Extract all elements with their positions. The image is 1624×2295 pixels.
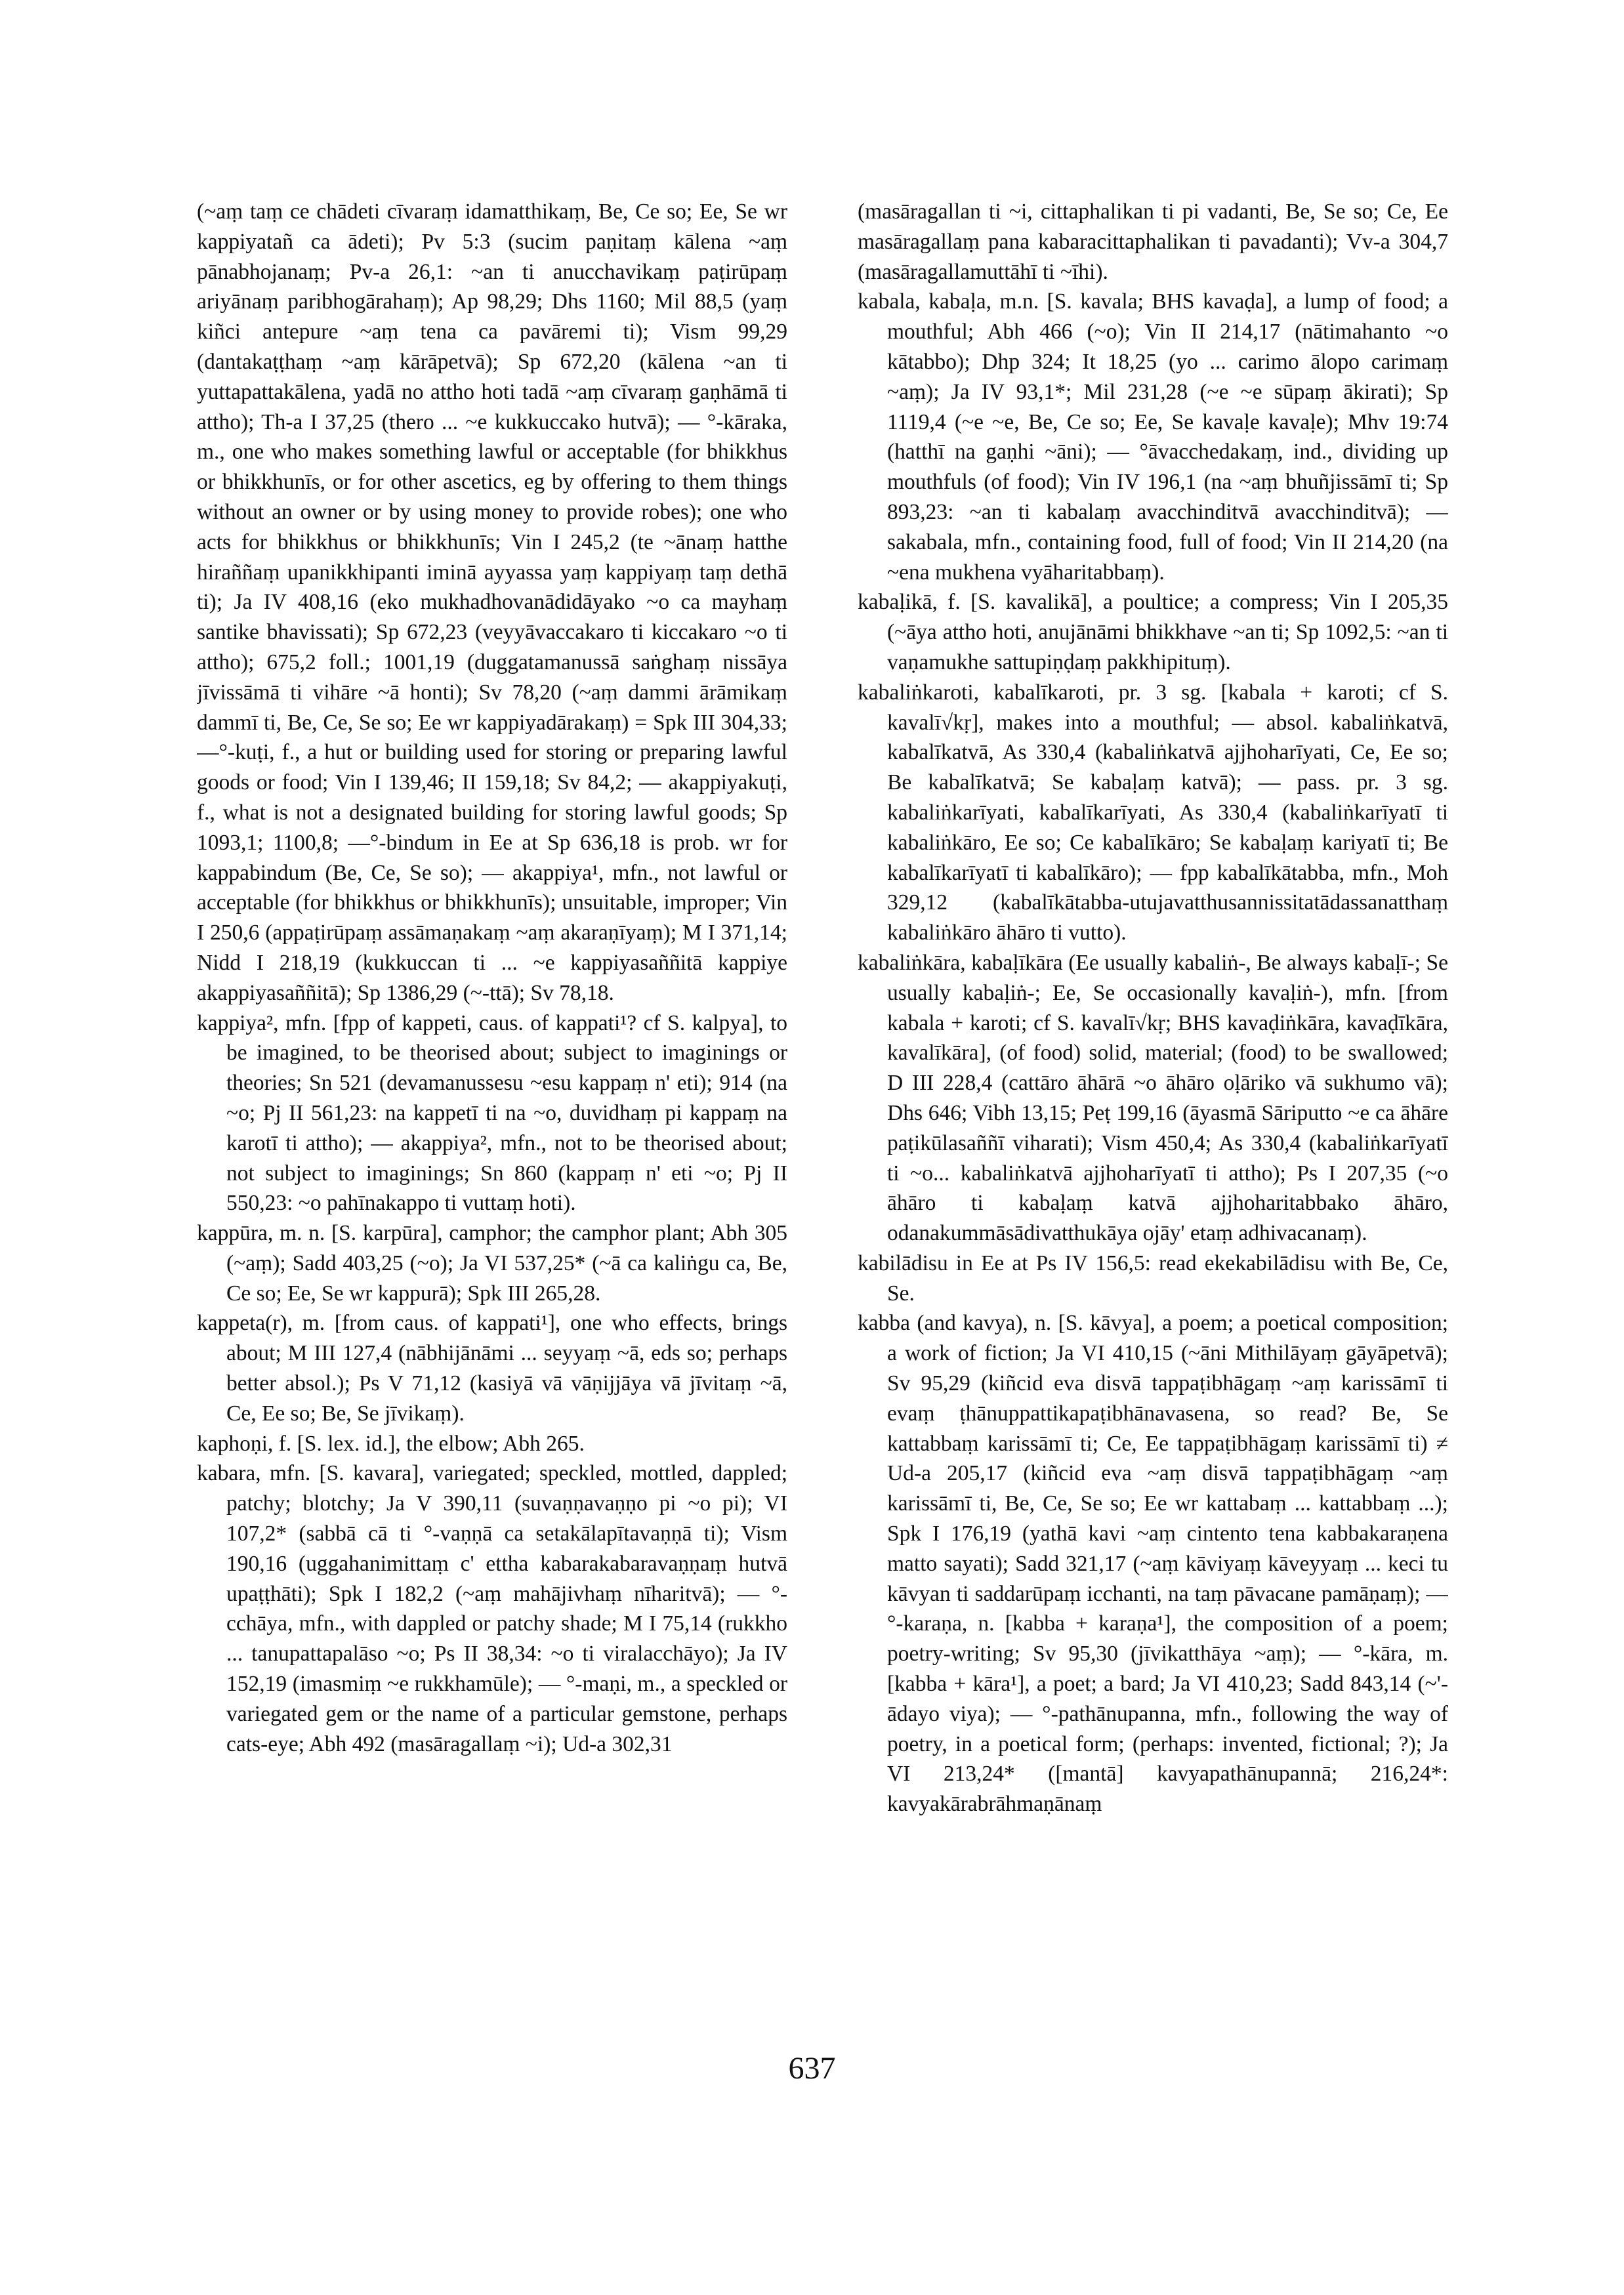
page-number: 637 (788, 2051, 836, 2086)
entry-kabalika: kabaḷikā, f. [S. kavalikā], a poultice; a compress; Vin I 205,35 (~āya attho hoti, anujānāmi bhikkhave ~an ti; Sp 1092,5: ~an ti vaṇamukhe sattupiṇḍaṃ pakkhipituṃ). (858, 590, 1448, 674)
left-column (197, 197, 787, 2008)
entry-kabba: kabba (and kavya), n. [S. kāvya], a poem; a poetical composition; a work of fiction; Ja VI 410,15 (~āni Mithilāyaṃ gāyāpetvā); Sv 95,29 (kiñcid eva disvā tappaṭibhāgaṃ ~aṃ karissāmī ti evaṃ ṭhānuppattikapaṭibhānavasena, so read? Be, Se kattabbaṃ karissāmī ti; Ce, Ee tappaṭibhāgaṃ karissāmī ti) ≠ Ud-a 205,17 (kiñcid eva ~aṃ disvā tappaṭibhāgaṃ ~aṃ karissāmī ti, Be, Ce, Se so; Ee wr kattabaṃ ... kattabbaṃ ...); Spk I 176,19 (yathā kavi ~aṃ cintento tena kabbakaraṇena matto sayati); Sadd 321,17 (~aṃ kāviyaṃ kāveyyaṃ ... keci tu kāvyan ti saddarūpaṃ icchanti, na taṃ pāvacane pamāṇaṃ); — °-karaṇa, n. [kabba + karaṇa¹], the composition of a poem; poetry-writing; Sv 95,30 (jīvikatthāya ~aṃ); — °-kāra, m. [kabba + kāra¹], a poet; a bard; Ja VI 410,23; Sadd 843,14 (~'-ādayo viya); — °-pathānupanna, mfn., following the way of poetry, in a poetical form; (perhaps: invented, fictional; ?); Ja VI 213,24* ([mantā] kavyapathānupannā; 216,24*: kavyakārabrāhmaṇānaṃ (858, 1311, 1448, 1817)
entry-kabala: kabala, kabaḷa, m.n. [S. kavala; BHS kavaḍa], a lump of food; a mouthful; Abh 466 (~o); Vin II 214,17 (nātimahanto ~o kātabbo); Dhp 324; It 18,25 (yo ... carimo ālopo carimaṃ ~aṃ); Ja IV 93,1*; Mil 231,28 (~e ~e sūpaṃ ākirati); Sp 1119,4 (~e ~e, Be, Ce so; Ee, Se kavaḷe kavaḷe); Mhv 19:74 (hatthī na gaṇhi ~āni); — °āvacchedakaṃ, ind., dividing up mouthfuls (of food); Vin IV 196,1 (na ~aṃ bhuñjissāmī ti; Sp 893,23: ~an ti kabalaṃ avacchinditvā avacchinditvā); — sakabala, mfn., containing food, full of food; Vin II 214,20 (na ~ena mukhena vyāharitabbaṃ). (858, 289, 1448, 585)
entry-kabalinkaroti: kabaliṅkaroti, kabalīkaroti, pr. 3 sg. [kabala + karoti; cf S. kavalī√kṛ], makes into a mouthful; — absol. kabaliṅkatvā, kabalīkatvā, As 330,4 (kabaliṅkatvā ajjhoharīyati, Ce, Ee so; Be kabalīkatvā; Se kabaḷaṃ katvā); — pass. pr. 3 sg. kabaliṅkarīyati, kabalīkarīyati, As 330,4 (kabaliṅkarīyatī ti kabaliṅkāro, Ee so; Ce kabalīkāro; Se kabaḷaṃ kariyatī ti; Be kabalīkarīyatī ti kabalīkāro); — fpp kabalīkātabba, mfn., Moh 329,12 (kabalīkātabba-utujavatthusannissitatādassanatthaṃ kabaliṅkāro āhāro ti vutto). (858, 680, 1448, 945)
entry-kabalinkara: kabaliṅkāra, kabaḷīkāra (Ee usually kabaliṅ-, Be always kabaḷī-; Se usually kabaḷiṅ-; Ee, Se occasionally kavaḷiṅ-), mfn. [from kabala + karoti; cf S. kavalī√kṛ; BHS kavaḍiṅkāra, kavaḍīkāra, kavalīkāra], (of food) solid, material; (food) to be swallowed; D III 228,4 (cattāro āhārā ~o āhāro oḷāriko vā sukhumo vā); Dhs 646; Vibh 13,15; Peṭ 199,16 (āyasmā Sāriputto ~e ca āhāre paṭikūlasaññī viharati); Vism 450,4; As 330,4 (kabaliṅkarīyatī ti ~o... kabaliṅkatvā ajjhoharīyatī ti attho); Ps I 207,35 (~o āhāro ti kabaḷaṃ katvā ajjhoharitabbako āhāro, odanakummāsādivatthukāya ojāy' etaṃ adhivacanaṃ). (858, 950, 1448, 1246)
entry-kabara-continuation: (masāragallan ti ~i, cittaphalikan ti pi vadanti, Be, Se so; Ce, Ee masāragallaṃ pana kabaracittaphalikan ti pavadanti); Vv-a 304,7 (masāragallamuttāhī ti ~īhi). (858, 199, 1448, 284)
entry-kappura: kappūra, m. n. [S. karpūra], camphor; the camphor plant; Abh 305 (~aṃ); Sadd 403,25 (~o); Ja VI 537,25* (~ā ca kaliṅgu ca, Be, Ce so; Ee, Se wr kappurā); Spk III 265,28. (197, 1221, 787, 1306)
entry-kabiladisu: kabilādisu in Ee at Ps IV 156,5: read ekekabilādisu with Be, Ce, Se. (858, 1251, 1448, 1306)
entry-kappiya2: kappiya², mfn. [fpp of kappeti, caus. of kappati¹? cf S. kalpya], to be imagined, to be theorised about; subject to imaginings or theories; Sn 521 (devamanussesu ~esu kappaṃ n' eti); 914 (na ~o; Pj II 561,23: na kappetī ti na ~o, duvidhaṃ pi kappaṃ na karotī ti attho); — akappiya², mfn., not to be theorised about; not subject to imaginings; Sn 860 (kappaṃ n' eti ~o; Pj II 550,23: ~o pahīnakappo ti vuttaṃ hoti). (197, 1010, 787, 1216)
entry-kabara: kabara, mfn. [S. kavara], variegated; speckled, mottled, dappled; patchy; blotchy; Ja V 390,11 (suvaṇṇavaṇṇo pi ~o pi); VI 107,2* (sabbā cā ti °-vaṇṇā ca setakālapītavaṇṇā ti); Vism 190,16 (uggahanimittaṃ c' ettha kabarakabaravaṇṇaṃ hutvā upaṭṭhāti); Spk I 182,2 (~aṃ mahājivhaṃ nīharitvā); — °-cchāya, mfn., with dappled or patchy shade; M I 75,14 (rukkho ... tanupattapalāso ~o; Ps II 38,34: ~o ti viralacchāyo); Ja IV 152,19 (imasmiṃ ~e rukkhamūle); — °-maṇi, m., a speckled or variegated gem or the name of a particular gemstone, perhaps cats-eye; Abh 492 (masāragallaṃ ~i); Ud-a 302,31 (197, 1461, 787, 1756)
entry-kaphoni: kaphoṇi, f. [S. lex. id.], the elbow; Abh 265. (197, 1431, 585, 1456)
entry-kappiya1-continuation: (~aṃ taṃ ce chādeti cīvaraṃ idamatthikaṃ, Be, Ce so; Ee, Se wr kappiyatañ ca ādeti); Pv 5:3 (sucim paṇitaṃ kālena ~aṃ pānabhojanaṃ; Pv-a 26,1: ~an ti anucchavikaṃ paṭirūpaṃ ariyānaṃ paribhogārahaṃ); Ap 98,29; Dhs 1160; Mil 88,5 (yaṃ kiñci antepure ~aṃ tena ca pavāremi ti); Vism 99,29 (dantakaṭṭhaṃ ~aṃ kārāpetvā); Sp 672,20 (kālena ~an ti yuttapattakālena, yadā no attho hoti tadā ~aṃ cīvaraṃ gaṇhāmā ti attho); Th-a I 37,25 (thero ... ~e kukkuccako hutvā); — °-kāraka, m., one who makes something lawful or acceptable (for bhikkhus or bhikkhunīs, or for other ascetics, eg by offering to them things without an owner or by using money to provide robes); one who acts for bhikkhus or bhikkhunīs; Vin I 245,2 (te ~ānaṃ hatthe hiraññaṃ upanikkhipanti iminā ayyassa yaṃ kappiyaṃ taṃ dethā ti); Ja IV 408,16 (eko mukhadhovanādidāyako ~o ca mayhaṃ santike bhavissati); Sp 672,23 (veyyāvaccakaro ti kiccakaro ~o ti attho); 675,2 foll.; 1001,19 (duggatamanussā saṅghaṃ nissāya jīvissāmā ti vihāre ~ā honti); Sv 78,20 (~aṃ dammi ārāmikaṃ dammī ti, Be, Ce, Se so; Ee wr kappiyadārakaṃ) = Spk III 304,33; —°-kuṭi, f., a hut or building used for storing or preparing lawful goods or food; Vin I 139,46; II 159,18; Sv 84,2; — akappiyakuṭi, f., what is not a designated building for storing lawful goods; Sp 1093,1; 1100,8; —°-bindum in Ee at Sp 636,18 is prob. wr for kappabindum (Be, Ce, Se so); — akappiya¹, mfn., not lawful or acceptable (for bhikkhus or bhikkhunīs); unsuitable, improper; Vin I 250,6 (appaṭirūpaṃ assāmaṇakaṃ ~aṃ akaraṇīyaṃ); M I 371,14; Nidd I 218,19 (kukkuccan ti ... ~e kappiyasaññitā kappiye akappiyasaññitā); Sp 1386,29 (~-ttā); Sv 78,18. (197, 199, 787, 1005)
right-column (858, 197, 1448, 2008)
entry-kappetar: kappeta(r), m. [from caus. of kappati¹], one who effects, brings about; M III 127,4 (nābhijānāmi ... seyyaṃ ~ā, eds so; perhaps better absol.); Ps V 71,12 (kasiyā vā vāṇijjāya vā jīvitaṃ ~ā, Ce, Ee so; Be, Se jīvikaṃ). (197, 1311, 787, 1426)
